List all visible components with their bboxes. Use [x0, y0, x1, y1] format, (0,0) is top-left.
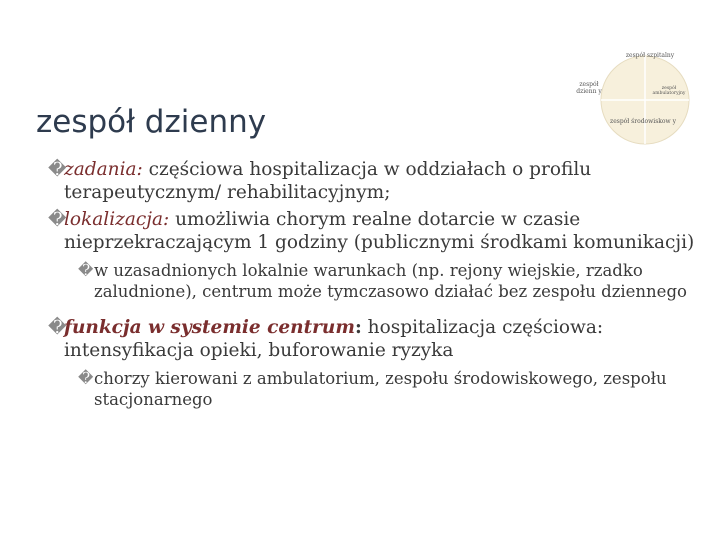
bullet-marker-icon: � — [48, 209, 67, 230]
sub-bullet-referrals-text: chorzy kierowani z ambulatorium, zespołu środowiskowego, zespołu stacjonarnego — [94, 369, 667, 409]
bullet-marker-icon: � — [48, 317, 67, 338]
page-title: zespół dzienny — [36, 104, 267, 140]
keyword-tasks: zadania: — [64, 159, 143, 180]
bullet-location — [48, 208, 712, 254]
diagram-label-community: zespół środowiskow y — [610, 118, 676, 125]
diagram-label-day: zespół dzienn y — [576, 81, 602, 95]
sub-bullet-rural — [78, 260, 712, 302]
bullet-marker-icon: � — [78, 369, 94, 387]
bullet-tasks — [48, 158, 712, 204]
bullet-function — [48, 316, 712, 362]
sub-bullet-rural-text: w uzasadnionych lokalnie warunkach (np. rejony wiejskie, rzadko zaludnione), centrum może tymczasowo działać bez zespołu dziennego — [94, 261, 687, 301]
bullet-function-text: hospitalizacja częściowa: intensyfikacja opieki, buforowanie ryzyka — [64, 317, 604, 361]
slide-body — [48, 158, 712, 410]
bullet-location-text: umożliwia chorym realne dotarcie w czasie nieprzekraczającym 1 godziny (publicznymi środkami komunikacji) — [64, 209, 695, 253]
diagram-label-hospital: zespół szpitalny — [625, 52, 675, 59]
bullet-marker-icon: � — [48, 159, 67, 180]
diagram-label-outpatient: zespół ambulatoryjny — [652, 86, 686, 96]
sub-bullet-referrals — [78, 368, 712, 410]
keyword-location: lokalizacja: — [64, 209, 170, 230]
centre-diagram — [575, 48, 695, 148]
bullet-tasks-text: częściowa hospitalizacja w oddziałach o profilu terapeutycznym/ rehabilitacyjnym; — [64, 159, 592, 203]
keyword-function-colon: : — [354, 317, 362, 338]
bullet-marker-icon: � — [78, 261, 94, 279]
diagram-circle — [575, 48, 695, 148]
keyword-function: funkcja w systemie centrum — [64, 317, 355, 338]
